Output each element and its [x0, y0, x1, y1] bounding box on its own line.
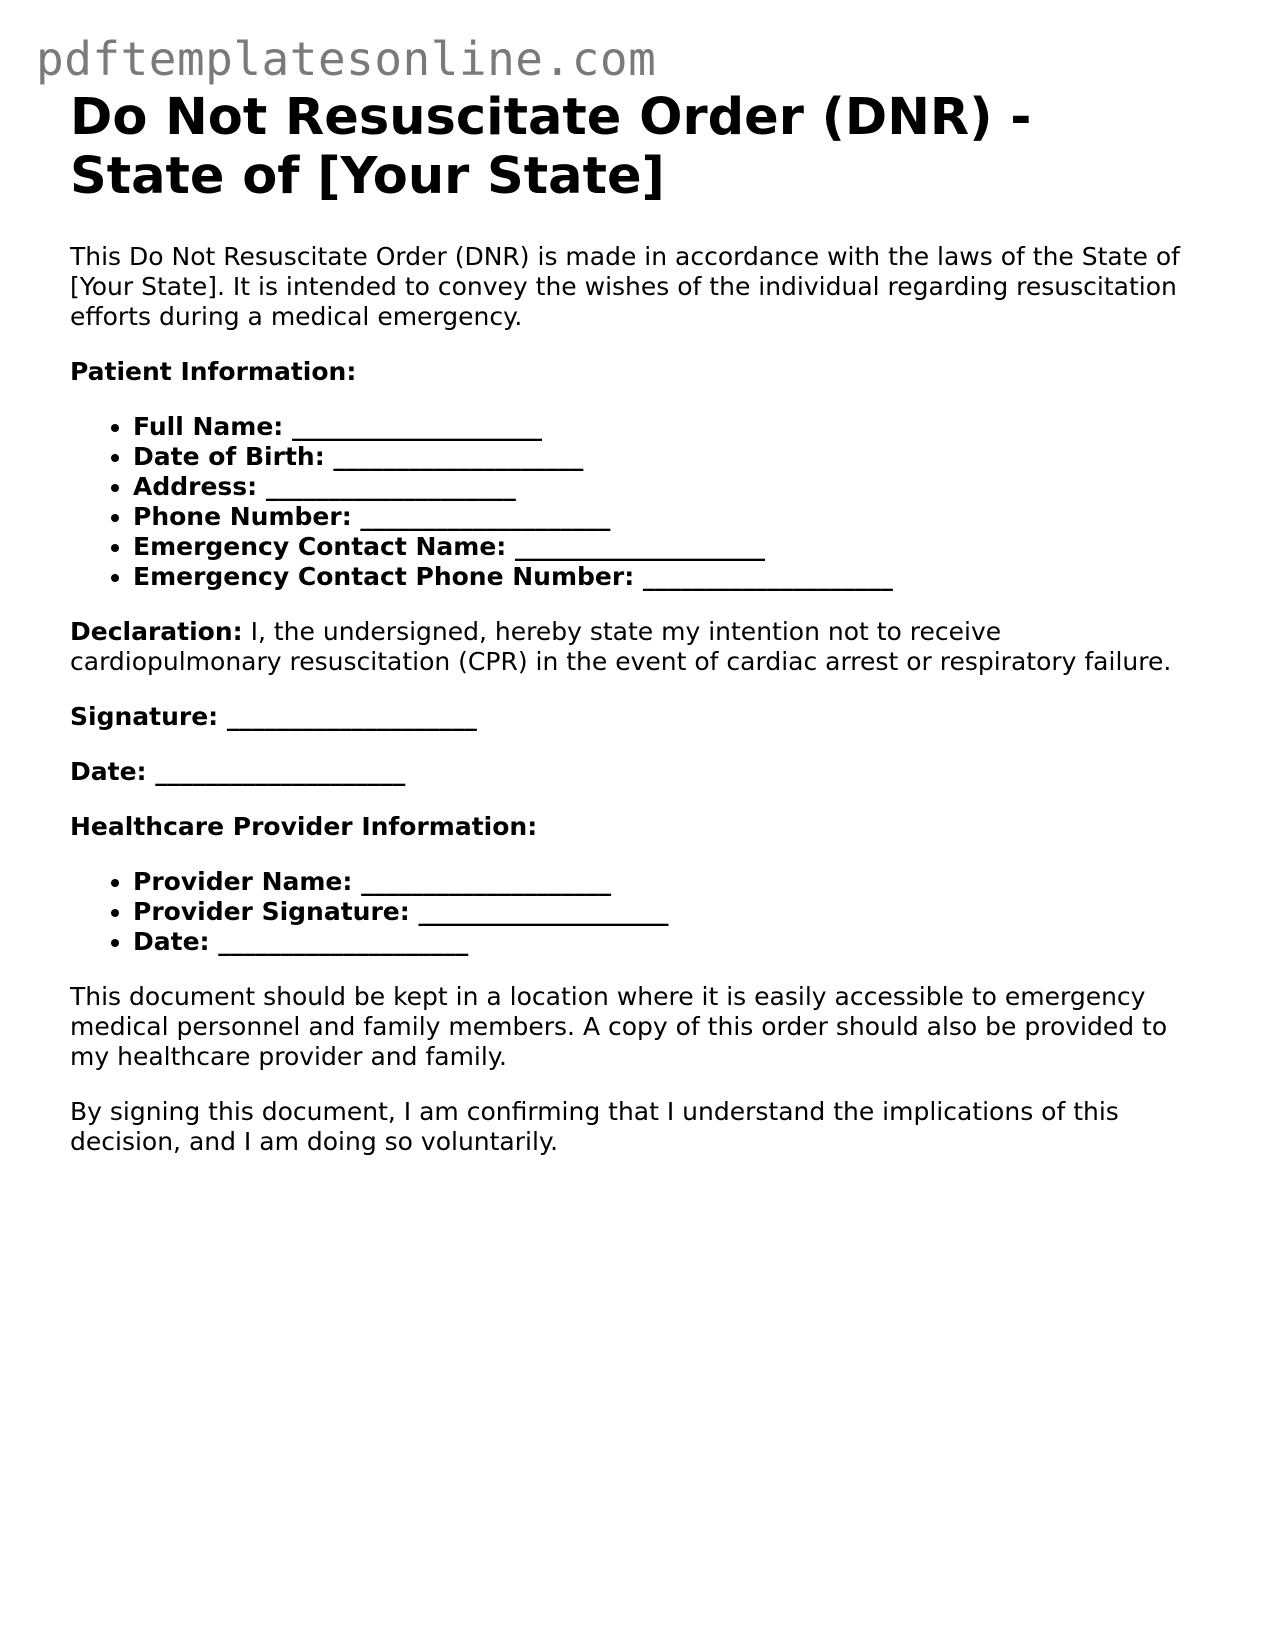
emergency-contact-name-blank[interactable]: ____________________ — [515, 532, 766, 561]
declaration-paragraph — [70, 617, 1200, 677]
field-label: Emergency Contact Name: — [133, 532, 507, 561]
full-name-blank[interactable]: ____________________ — [292, 412, 542, 441]
field-label: Emergency Contact Phone Number: — [133, 562, 635, 591]
provider-info-heading: Healthcare Provider Information: — [70, 812, 538, 841]
phone-number-blank[interactable]: ____________________ — [360, 502, 611, 531]
field-label: Date: — [133, 927, 210, 956]
field-label: Date of Birth: — [133, 442, 325, 471]
field-label: Full Name: — [133, 412, 284, 441]
list-item — [133, 897, 1200, 927]
closing-paragraph-accessibility: This document should be kept in a location where it is easily accessible to emergency medical personnel and family members. A copy of this order should also be provided to my healthcare provider and family. — [70, 982, 1168, 1071]
date-line — [70, 757, 1200, 787]
provider-signature-blank[interactable]: ____________________ — [418, 897, 669, 926]
list-item — [133, 502, 1200, 532]
signature-blank[interactable]: ____________________ — [226, 702, 477, 731]
declaration-text: I, the undersigned, hereby state my intention not to receive cardiopulmonary resuscitation (CPR) in the event of cardiac arrest or respiratory failure. — [70, 617, 1172, 676]
field-label: Provider Name: — [133, 867, 353, 896]
watermark: pdftemplatesonline.com — [36, 32, 657, 86]
signature-line — [70, 702, 1200, 732]
provider-info-list — [70, 867, 1200, 957]
list-item — [133, 867, 1200, 897]
date-blank[interactable]: ____________________ — [155, 757, 406, 786]
field-label: Provider Signature: — [133, 897, 410, 926]
declaration-label: Declaration: — [70, 617, 243, 646]
closing-paragraph-confirmation: By signing this document, I am confirming that I understand the implications of this decision, and I am doing so voluntarily. — [70, 1097, 1119, 1156]
provider-date-blank[interactable]: ____________________ — [218, 927, 469, 956]
emergency-contact-phone-blank[interactable]: ____________________ — [642, 562, 893, 591]
date-label: Date: — [70, 757, 147, 786]
list-item — [133, 442, 1200, 472]
provider-name-blank[interactable]: ____________________ — [361, 867, 612, 896]
field-label: Phone Number: — [133, 502, 352, 531]
field-label: Address: — [133, 472, 258, 501]
list-item — [133, 532, 1200, 562]
intro-paragraph: This Do Not Resuscitate Order (DNR) is made in accordance with the laws of the State of [Your State]. It is intended to convey the wishes of the individual regarding resuscitation efforts during a medical emergency. — [70, 242, 1180, 331]
address-blank[interactable]: ____________________ — [265, 472, 516, 501]
date-of-birth-blank[interactable]: ____________________ — [333, 442, 584, 471]
document-page — [70, 88, 1200, 1157]
signature-label: Signature: — [70, 702, 219, 731]
list-item — [133, 472, 1200, 502]
list-item — [133, 412, 1200, 442]
patient-info-list — [70, 412, 1200, 592]
list-item — [133, 562, 1200, 592]
document-title: Do Not Resuscitate Order (DNR) - State of [Your State] — [70, 88, 1032, 206]
patient-info-heading: Patient Information: — [70, 357, 357, 386]
list-item — [133, 927, 1200, 957]
